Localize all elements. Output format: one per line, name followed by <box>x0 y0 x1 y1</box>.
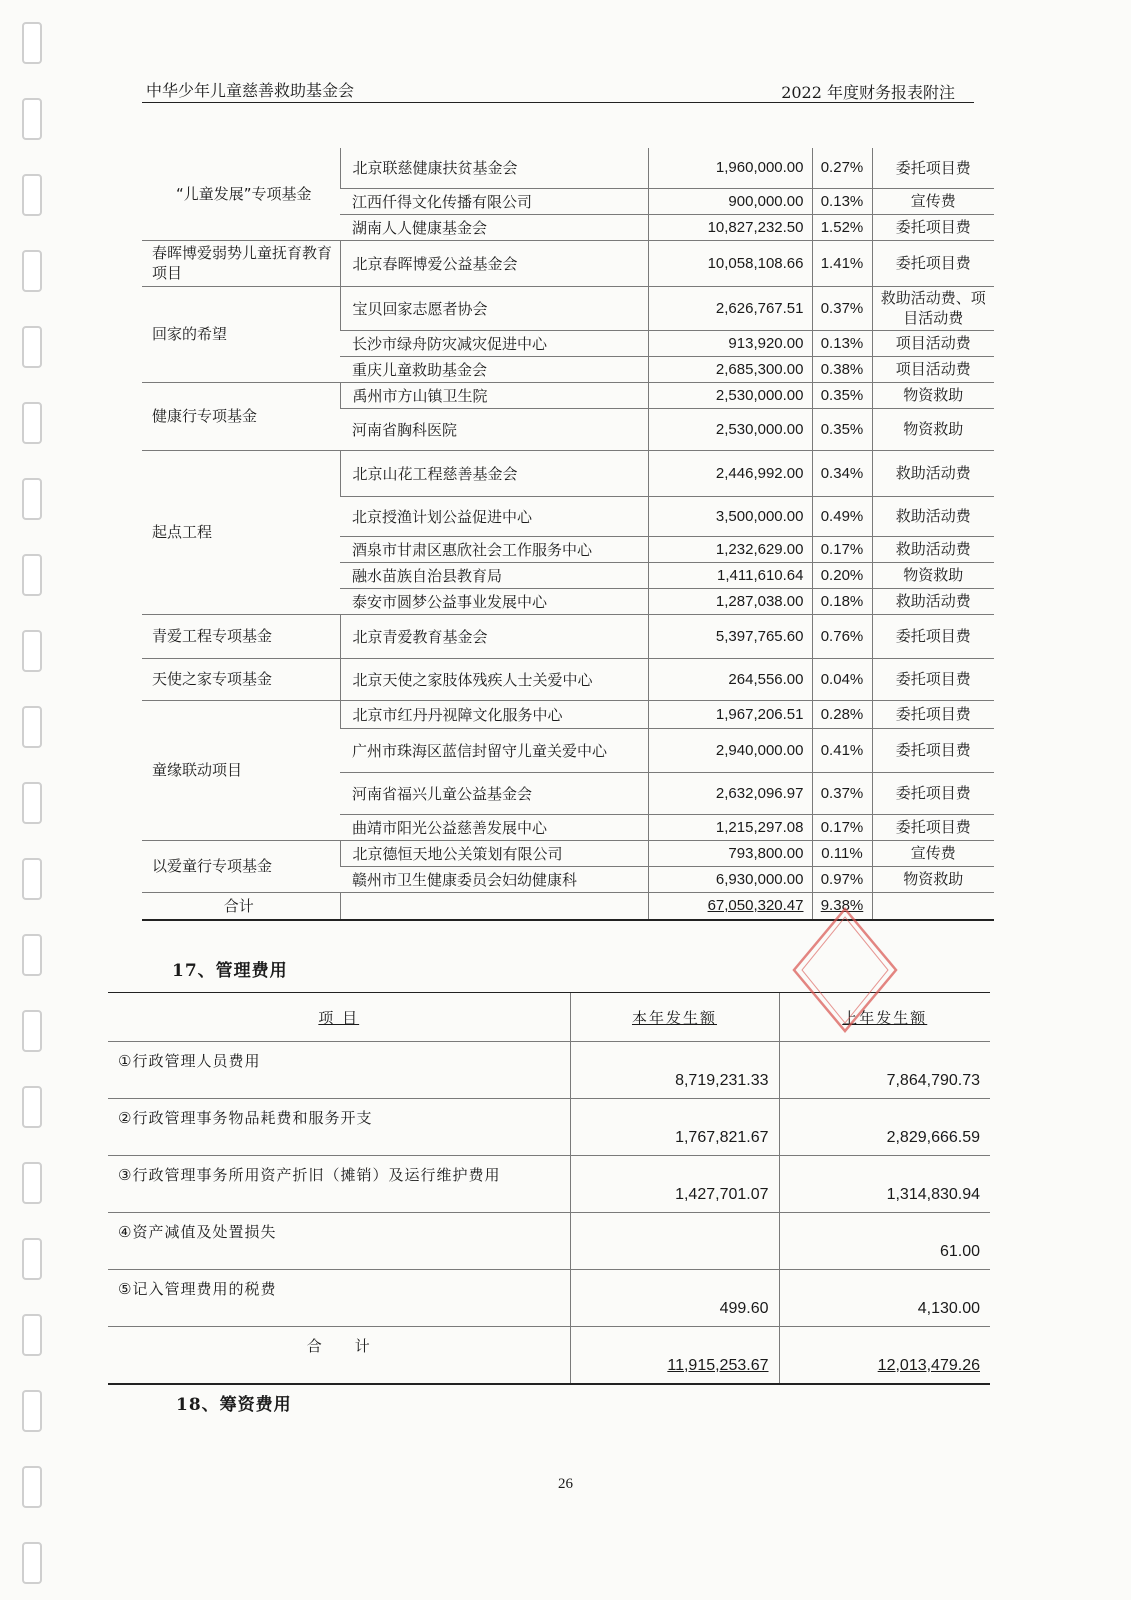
percent-cell: 0.27% <box>812 148 872 188</box>
amount-cell: 1,967,206.51 <box>648 700 812 728</box>
column-header <box>108 993 570 1042</box>
column-header-label: 项 目 <box>318 1008 360 1027</box>
amount-cell: 1,287,038.00 <box>648 588 812 614</box>
recipient-cell: 湖南人人健康基金会 <box>340 214 648 240</box>
binder-hole <box>22 1314 42 1356</box>
total-empty-cell <box>340 892 648 920</box>
binder-hole <box>22 1010 42 1052</box>
header-rule <box>142 102 974 103</box>
percent-cell: 0.35% <box>812 408 872 450</box>
prior-year-amount: 1,314,830.94 <box>779 1156 990 1213</box>
expense-row <box>108 1156 990 1213</box>
percent-cell: 1.41% <box>812 240 872 286</box>
prior-year-amount: 4,130.00 <box>779 1270 990 1327</box>
expense-row <box>108 1042 990 1099</box>
amount-cell: 1,960,000.00 <box>648 148 812 188</box>
recipient-cell: 北京联慈健康扶贫基金会 <box>340 148 648 188</box>
grant-row <box>142 700 994 728</box>
grant-row <box>142 286 994 330</box>
expense-row <box>108 1270 990 1327</box>
recipient-cell: 北京青爱教育基金会 <box>340 614 648 658</box>
percent-cell: 0.13% <box>812 330 872 356</box>
usage-cell: 委托项目费 <box>872 658 994 700</box>
binder-hole <box>22 22 42 64</box>
grant-row <box>142 658 994 700</box>
percent-cell: 0.38% <box>812 356 872 382</box>
recipient-cell: 宝贝回家志愿者协会 <box>340 286 648 330</box>
recipient-cell: 广州市珠海区蓝信封留守儿童关爱中心 <box>340 728 648 772</box>
grant-row <box>142 450 994 496</box>
grant-row <box>142 382 994 408</box>
usage-cell: 救助活动费、项目活动费 <box>872 286 994 330</box>
usage-cell: 项目活动费 <box>872 330 994 356</box>
current-year-amount: 1,427,701.07 <box>570 1156 779 1213</box>
expense-total-row <box>108 1327 990 1385</box>
total-percent-value: 9.38% <box>820 897 864 915</box>
usage-cell: 委托项目费 <box>872 614 994 658</box>
amount-cell: 2,446,992.00 <box>648 450 812 496</box>
amount-cell: 2,685,300.00 <box>648 356 812 382</box>
usage-cell: 物资救助 <box>872 382 994 408</box>
amount-cell: 3,500,000.00 <box>648 496 812 536</box>
section-17-title: 17、管理费用 <box>172 961 288 981</box>
binder-hole <box>22 858 42 900</box>
usage-cell: 委托项目费 <box>872 772 994 814</box>
expense-item: ④资产减值及处置损失 <box>108 1213 570 1270</box>
percent-cell: 0.28% <box>812 700 872 728</box>
usage-cell: 救助活动费 <box>872 496 994 536</box>
amount-cell: 913,920.00 <box>648 330 812 356</box>
percent-cell: 0.18% <box>812 588 872 614</box>
prior-year-amount: 2,829,666.59 <box>779 1099 990 1156</box>
amount-cell: 10,827,232.50 <box>648 214 812 240</box>
usage-cell: 救助活动费 <box>872 588 994 614</box>
binder-hole <box>22 402 42 444</box>
usage-cell: 委托项目费 <box>872 148 994 188</box>
amount-cell: 2,632,096.97 <box>648 772 812 814</box>
percent-cell: 0.13% <box>812 188 872 214</box>
expense-item: ②行政管理事务物品耗费和服务开支 <box>108 1099 570 1156</box>
recipient-cell: 北京山花工程慈善基金会 <box>340 450 648 496</box>
expense-item: ③行政管理事务所用资产折旧（摊销）及运行维护费用 <box>108 1156 570 1213</box>
project-name-cell: 回家的希望 <box>142 286 340 382</box>
usage-cell: 救助活动费 <box>872 536 994 562</box>
percent-cell: 0.37% <box>812 286 872 330</box>
admin-expenses-table <box>108 992 990 1385</box>
binder-hole <box>22 630 42 672</box>
amount-cell: 1,411,610.64 <box>648 562 812 588</box>
percent-cell: 0.17% <box>812 536 872 562</box>
project-name-cell: 童缘联动项目 <box>142 700 340 840</box>
percent-cell: 0.17% <box>812 814 872 840</box>
column-header-label: 本年发生额 <box>631 1008 717 1027</box>
recipient-cell: 融水苗族自治县教育局 <box>340 562 648 588</box>
column-header <box>570 993 779 1042</box>
current-year-amount <box>570 1213 779 1270</box>
usage-cell: 项目活动费 <box>872 356 994 382</box>
percent-cell: 0.37% <box>812 772 872 814</box>
total-amount <box>648 892 812 920</box>
expense-row <box>108 1213 990 1270</box>
binder-hole <box>22 1162 42 1204</box>
project-name-cell: “儿童发展”专项基金 <box>142 148 340 240</box>
current-year-amount: 499.60 <box>570 1270 779 1327</box>
usage-cell: 委托项目费 <box>872 240 994 286</box>
binder-hole <box>22 1542 42 1584</box>
grants-table <box>142 148 994 921</box>
percent-cell: 0.34% <box>812 450 872 496</box>
expense-row <box>108 1099 990 1156</box>
percent-cell: 0.04% <box>812 658 872 700</box>
percent-cell: 0.11% <box>812 840 872 866</box>
usage-cell: 物资救助 <box>872 408 994 450</box>
recipient-cell: 北京天使之家肢体残疾人士关爱中心 <box>340 658 648 700</box>
binder-hole <box>22 706 42 748</box>
percent-cell: 0.49% <box>812 496 872 536</box>
section-18-title: 18、筹资费用 <box>176 1395 292 1415</box>
percent-cell: 1.52% <box>812 214 872 240</box>
recipient-cell: 酒泉市甘肃区惠欣社会工作服务中心 <box>340 536 648 562</box>
binder-hole <box>22 1086 42 1128</box>
usage-cell: 宣传费 <box>872 840 994 866</box>
header-doc-title: 2022 年度财务报表附注 <box>781 83 955 102</box>
amount-cell: 2,530,000.00 <box>648 408 812 450</box>
amount-cell: 2,940,000.00 <box>648 728 812 772</box>
binder-hole <box>22 934 42 976</box>
binder-hole <box>22 250 42 292</box>
audit-stamp <box>790 905 900 1035</box>
usage-cell: 物资救助 <box>872 562 994 588</box>
amount-cell: 1,232,629.00 <box>648 536 812 562</box>
amount-cell: 264,556.00 <box>648 658 812 700</box>
expense-item: ⑤记入管理费用的税费 <box>108 1270 570 1327</box>
amount-cell: 6,930,000.00 <box>648 866 812 892</box>
recipient-cell: 赣州市卫生健康委员会妇幼健康科 <box>340 866 648 892</box>
expense-item: ①行政管理人员费用 <box>108 1042 570 1099</box>
total-amount-value: 67,050,320.47 <box>707 897 804 915</box>
project-name-cell: 春晖博爱弱势儿童抚育教育项目 <box>142 240 340 286</box>
recipient-cell: 北京市红丹丹视障文化服务中心 <box>340 700 648 728</box>
page-number: 26 <box>558 1476 573 1492</box>
percent-cell: 0.20% <box>812 562 872 588</box>
project-name-cell: 以爱童行专项基金 <box>142 840 340 892</box>
header-org: 中华少年儿童慈善救助基金会 <box>146 81 355 100</box>
expense-total-label: 合 计 <box>108 1327 570 1385</box>
current-year-amount: 8,719,231.33 <box>570 1042 779 1099</box>
amount-cell: 2,530,000.00 <box>648 382 812 408</box>
amount-cell: 10,058,108.66 <box>648 240 812 286</box>
prior-year-amount: 61.00 <box>779 1213 990 1270</box>
recipient-cell: 北京德恒天地公关策划有限公司 <box>340 840 648 866</box>
recipient-cell: 北京授渔计划公益促进中心 <box>340 496 648 536</box>
percent-cell: 0.76% <box>812 614 872 658</box>
prior-year-total-value: 12,013,479.26 <box>877 1357 980 1374</box>
usage-cell: 救助活动费 <box>872 450 994 496</box>
recipient-cell: 曲靖市阳光公益慈善发展中心 <box>340 814 648 840</box>
amount-cell: 2,626,767.51 <box>648 286 812 330</box>
total-label: 合计 <box>142 892 340 920</box>
grant-row <box>142 240 994 286</box>
current-year-amount: 1,767,821.67 <box>570 1099 779 1156</box>
usage-cell: 委托项目费 <box>872 214 994 240</box>
recipient-cell: 河南省胸科医院 <box>340 408 648 450</box>
recipient-cell: 禹州市方山镇卫生院 <box>340 382 648 408</box>
project-name-cell: 起点工程 <box>142 450 340 614</box>
binder-hole <box>22 478 42 520</box>
current-year-total-value: 11,915,253.67 <box>667 1357 769 1374</box>
recipient-cell: 重庆儿童救助基金会 <box>340 356 648 382</box>
binder-hole <box>22 326 42 368</box>
usage-cell: 宣传费 <box>872 188 994 214</box>
recipient-cell: 泰安市圆梦公益事业发展中心 <box>340 588 648 614</box>
amount-cell: 793,800.00 <box>648 840 812 866</box>
grant-row <box>142 840 994 866</box>
recipient-cell: 河南省福兴儿童公益基金会 <box>340 772 648 814</box>
binder-hole <box>22 1238 42 1280</box>
percent-cell: 0.35% <box>812 382 872 408</box>
amount-cell: 900,000.00 <box>648 188 812 214</box>
project-name-cell: 天使之家专项基金 <box>142 658 340 700</box>
grant-row <box>142 148 994 188</box>
percent-cell: 0.97% <box>812 866 872 892</box>
usage-cell: 委托项目费 <box>872 814 994 840</box>
amount-cell: 5,397,765.60 <box>648 614 812 658</box>
binder-hole <box>22 782 42 824</box>
usage-cell: 委托项目费 <box>872 728 994 772</box>
amount-cell: 1,215,297.08 <box>648 814 812 840</box>
recipient-cell: 江西仟得文化传播有限公司 <box>340 188 648 214</box>
binder-hole <box>22 554 42 596</box>
prior-year-amount: 7,864,790.73 <box>779 1042 990 1099</box>
grant-row <box>142 614 994 658</box>
usage-cell: 委托项目费 <box>872 700 994 728</box>
recipient-cell: 北京春晖博爱公益基金会 <box>340 240 648 286</box>
recipient-cell: 长沙市绿舟防灾减灾促进中心 <box>340 330 648 356</box>
percent-cell: 0.41% <box>812 728 872 772</box>
current-year-total <box>570 1327 779 1385</box>
binder-hole <box>22 174 42 216</box>
column-header-label: 上年发生额 <box>842 1008 928 1027</box>
project-name-cell: 健康行专项基金 <box>142 382 340 450</box>
binder-hole <box>22 1390 42 1432</box>
prior-year-total <box>779 1327 990 1385</box>
project-name-cell: 青爱工程专项基金 <box>142 614 340 658</box>
binder-hole <box>22 98 42 140</box>
usage-cell: 物资救助 <box>872 866 994 892</box>
